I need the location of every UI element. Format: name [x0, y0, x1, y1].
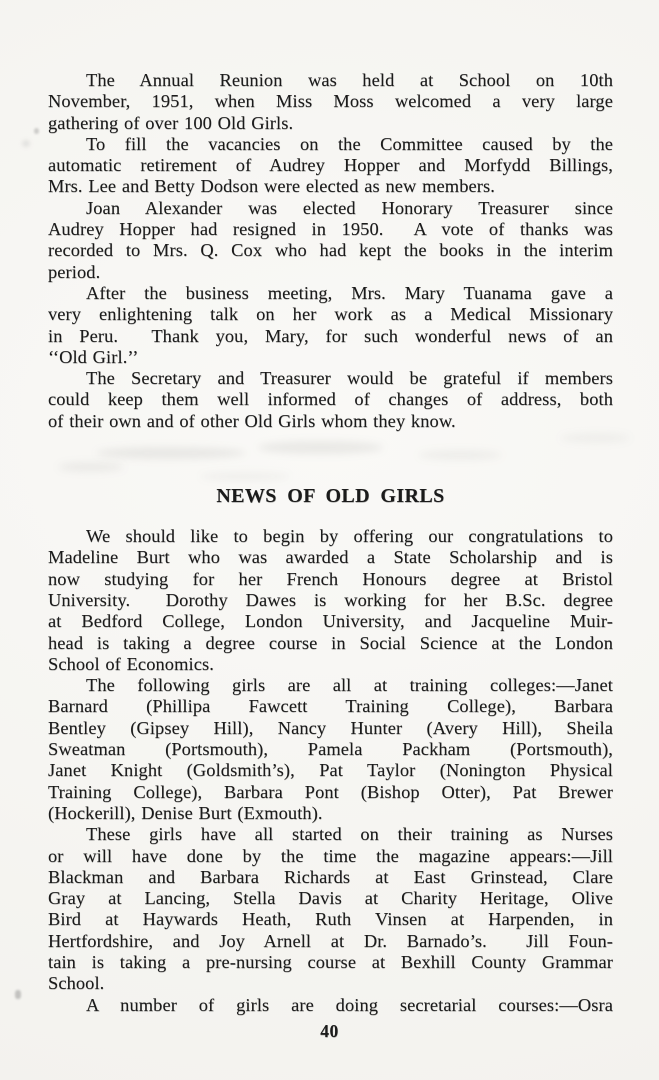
paragraph	[48, 824, 613, 994]
text-line: A number of girls are doing secretarial courses:—Osra	[86, 994, 613, 1015]
paragraph	[48, 995, 613, 1016]
text-line: Audrey Hopper had resigned in 1950. A vote of thanks was	[48, 219, 613, 240]
text-line: Mrs. Lee and Betty Dodson were elected as new members.	[48, 176, 495, 197]
section-news-of-old-girls	[48, 526, 613, 1016]
text-line: School.	[48, 973, 105, 994]
paragraph	[48, 198, 613, 283]
text-line: very enlightening talk on her work as a Medical Missionary	[48, 304, 613, 325]
text-line: Madeline Burt who was awarded a State Scholarship and is	[48, 547, 613, 568]
text-line: in Peru. Thank you, Mary, for such wonderful news of an	[48, 325, 613, 346]
text-line: The Secretary and Treasurer would be grateful if members	[86, 368, 613, 389]
paragraph	[48, 526, 613, 675]
text-line: Barnard (Phillipa Fawcett Training College), Barbara	[48, 696, 613, 717]
text-line: Bird at Haywards Heath, Ruth Vinsen at Harpenden, in	[48, 909, 613, 930]
text-line: or will have done by the time the magazine appears:—Jill	[48, 845, 613, 866]
text-line: ‘‘Old Girl.’’	[48, 346, 139, 367]
text-line: Bentley (Gipsey Hill), Nancy Hunter (Avery Hill), Sheila	[48, 717, 613, 738]
text-line: tain is taking a pre-nursing course at Bexhill County Grammar	[48, 951, 613, 972]
text-line: could keep them well informed of changes of address, both	[48, 389, 613, 410]
paragraph	[48, 134, 613, 198]
scan-smudge	[15, 990, 21, 999]
text-line: Janet Knight (Goldsmith’s), Pat Taylor (Nonington Physical	[48, 760, 613, 781]
text-line: We should like to begin by offering our congratulations to	[86, 526, 613, 547]
text-line: automatic retirement of Audrey Hopper and Morfydd Billings,	[48, 155, 613, 176]
text-line: head is taking a degree course in Social Science at the London	[48, 632, 613, 653]
paragraph	[48, 283, 613, 368]
text-line: of their own and of other Old Girls whom they know.	[48, 410, 456, 431]
paragraph	[48, 675, 613, 824]
text-line: These girls have all started on their training as Nurses	[86, 824, 613, 845]
text-line: (Hockerill), Denise Burt (Exmouth).	[48, 802, 323, 823]
text-line: gathering of over 100 Old Girls.	[48, 112, 294, 133]
scan-smudge	[22, 140, 30, 147]
text-line: The Annual Reunion was held at School on 10th	[86, 70, 613, 90]
text-line: period.	[48, 261, 101, 282]
text-line: To fill the vacancies on the Committee caused by the	[86, 133, 613, 154]
section-annual-reunion	[48, 70, 613, 432]
text-line: recorded to Mrs. Q. Cox who had kept the books in the interim	[48, 240, 613, 261]
text-line: now studying for her French Honours degree at Bristol	[48, 568, 613, 589]
text-line: Training College), Barbara Pont (Bishop Otter), Pat Brewer	[48, 781, 613, 802]
text-line: University. Dorothy Dawes is working for her B.Sc. degree	[48, 589, 613, 610]
page-number: 40	[320, 1021, 339, 1041]
text-line: The following girls are all at training colleges:—Janet	[86, 675, 613, 696]
body-text	[48, 70, 613, 1016]
paragraph	[48, 368, 613, 432]
text-line: at Bedford College, London University, and Jacqueline Muir-	[48, 611, 613, 632]
scan-smudge	[34, 128, 39, 134]
text-line: Sweatman (Portsmouth), Pamela Packham (Portsmouth),	[48, 739, 613, 760]
text-line: Gray at Lancing, Stella Davis at Charity Heritage, Olive	[48, 888, 613, 909]
text-line: After the business meeting, Mrs. Mary Tuanama gave a	[86, 282, 613, 303]
text-line: Blackman and Barbara Richards at East Grinstead, Clare	[48, 866, 613, 887]
section-heading: NEWS OF OLD GIRLS	[216, 485, 445, 508]
paragraph	[48, 70, 613, 134]
text-line: Joan Alexander was elected Honorary Treasurer since	[86, 197, 613, 218]
text-line: November, 1951, when Miss Moss welcomed a very large	[48, 91, 613, 112]
text-line: Hertfordshire, and Joy Arnell at Dr. Barnado’s. Jill Foun-	[48, 930, 613, 951]
text-line: School of Economics.	[48, 653, 214, 674]
